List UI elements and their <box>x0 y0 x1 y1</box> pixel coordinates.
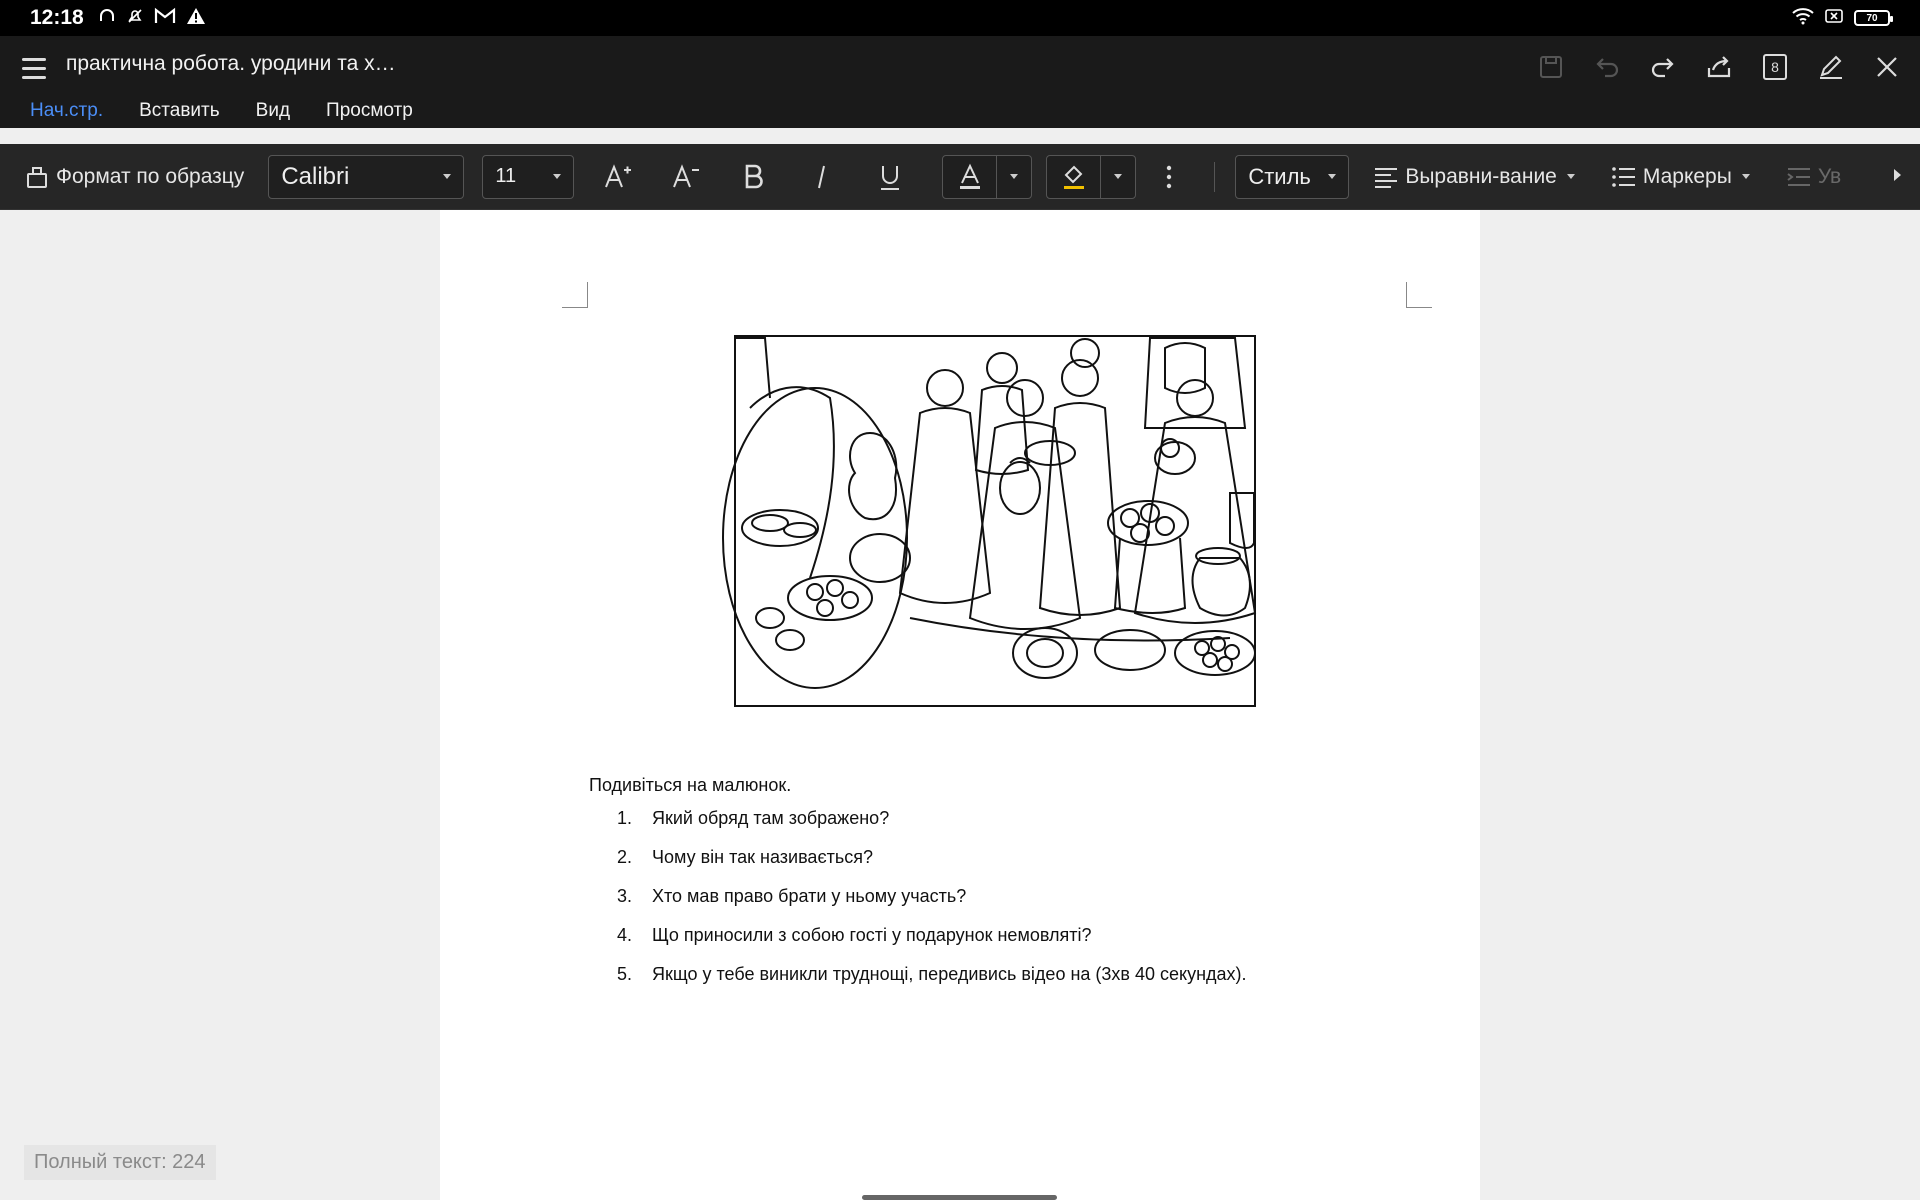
list-item-number: 1. <box>617 808 633 828</box>
list-item-text: Який обряд там зображено? <box>652 808 890 828</box>
font-color-button[interactable] <box>943 156 997 198</box>
list-item-text: Якщо у тебе виникли труднощі, передивись відео на (3хв 40 секундах). <box>652 964 1247 984</box>
align-label: Выравни-вание <box>1405 164 1557 188</box>
hamburger-menu-icon[interactable] <box>22 50 54 86</box>
tab-home[interactable]: Нач.стр. <box>30 100 104 121</box>
chevron-down-icon <box>1742 174 1750 179</box>
gesture-handle[interactable] <box>862 1195 1057 1200</box>
bullets-button[interactable] <box>1611 165 1750 189</box>
list-item-number: 5. <box>617 964 633 984</box>
indent-label: Ув <box>1817 164 1842 188</box>
font-color-icon <box>957 163 983 191</box>
undo-icon <box>1593 54 1621 80</box>
redo-icon <box>1649 54 1677 80</box>
intro-text: Подивіться на малюнок. <box>589 775 792 795</box>
highlight-dropdown[interactable] <box>1101 156 1135 198</box>
bold-button[interactable] <box>720 155 788 199</box>
align-left-icon <box>1373 165 1399 189</box>
document-title[interactable]: практична робота. уродини та х… <box>66 52 396 75</box>
list-item-text: Що приносили з собою гості у подарунок немовляті? <box>652 925 1092 945</box>
highlight-control <box>1046 155 1136 199</box>
list-item <box>617 847 1247 886</box>
increase-font-button[interactable] <box>584 155 652 199</box>
font-color-dropdown[interactable] <box>997 156 1031 198</box>
toolbar-divider <box>1214 162 1215 192</box>
document-page[interactable] <box>440 210 1480 1200</box>
gmail-icon <box>154 7 176 30</box>
save-button[interactable] <box>1528 44 1574 90</box>
font-color-control <box>942 155 1032 199</box>
chevron-down-icon <box>1328 174 1336 179</box>
share-icon <box>1705 54 1733 80</box>
bold-icon <box>742 163 766 191</box>
toolbar-scroll-right-icon[interactable] <box>1892 168 1902 187</box>
underline-button[interactable] <box>856 155 924 199</box>
italic-button[interactable] <box>788 155 856 199</box>
status-bar <box>0 0 1920 36</box>
warning-icon <box>186 7 206 30</box>
sim-icon <box>1824 7 1844 30</box>
pages-count-icon: 8 <box>1763 54 1787 80</box>
decrease-font-button[interactable] <box>652 155 720 199</box>
title-bar <box>0 36 1920 128</box>
chevron-down-icon <box>1567 174 1575 179</box>
font-shrink-icon <box>671 163 701 191</box>
indent-button[interactable] <box>1786 165 1841 189</box>
redo-button[interactable] <box>1640 44 1686 90</box>
status-time: 12:18 <box>30 6 84 29</box>
style-value: Стиль <box>1248 163 1311 189</box>
chevron-down-icon <box>1114 174 1122 179</box>
align-button[interactable] <box>1373 165 1575 189</box>
pages-button[interactable] <box>1752 44 1798 90</box>
word-count-badge[interactable]: Полный текст: 224 <box>24 1145 216 1180</box>
formatting-toolbar <box>0 144 1920 210</box>
chevron-down-icon <box>553 174 561 179</box>
edit-button[interactable] <box>1808 44 1854 90</box>
font-size-select[interactable] <box>482 155 574 199</box>
more-vertical-icon <box>1165 163 1173 191</box>
more-options-button[interactable] <box>1136 155 1202 199</box>
pencil-icon <box>1817 54 1845 80</box>
chevron-down-icon <box>443 174 451 179</box>
list-item <box>617 964 1247 1003</box>
underline-icon <box>878 163 902 191</box>
list-item-number: 2. <box>617 847 633 867</box>
tab-insert[interactable]: Вставить <box>139 100 220 121</box>
headphones-icon <box>98 7 116 30</box>
chevron-down-icon <box>1010 174 1018 179</box>
list-item <box>617 808 1247 847</box>
font-size-value: 11 <box>495 165 517 187</box>
format-painter-label: Формат по образцу <box>56 164 245 188</box>
tab-review[interactable]: Просмотр <box>326 100 413 121</box>
list-item-number: 4. <box>617 925 633 945</box>
list-item <box>617 886 1247 925</box>
list-item-text: Чому він так називається? <box>652 847 874 867</box>
font-family-select[interactable] <box>268 155 464 199</box>
undo-button[interactable] <box>1584 44 1630 90</box>
close-icon <box>1874 54 1900 80</box>
question-list <box>617 808 1247 1003</box>
battery-icon: 70 <box>1854 10 1890 26</box>
format-painter-icon <box>24 164 50 190</box>
list-item-text: Хто мав право брати у ньому участь? <box>652 886 967 906</box>
bullet-list-icon <box>1611 165 1637 189</box>
highlight-button[interactable] <box>1047 156 1101 198</box>
format-painter-button[interactable] <box>24 164 244 190</box>
christening-illustration <box>710 318 1265 710</box>
italic-icon <box>810 163 834 191</box>
font-grow-icon <box>603 163 633 191</box>
share-button[interactable] <box>1696 44 1742 90</box>
list-item <box>617 925 1247 964</box>
bell-off-icon <box>126 7 144 30</box>
bullets-label: Маркеры <box>1642 164 1732 188</box>
indent-icon <box>1786 165 1812 189</box>
margin-corner-mark <box>562 282 588 308</box>
save-icon <box>1538 54 1564 80</box>
close-button[interactable] <box>1864 44 1910 90</box>
list-item-number: 3. <box>617 886 633 906</box>
wifi-icon <box>1792 7 1814 30</box>
highlighter-icon <box>1061 163 1087 191</box>
margin-corner-mark <box>1406 282 1432 308</box>
style-select[interactable] <box>1235 155 1349 199</box>
tab-view[interactable]: Вид <box>255 100 291 121</box>
font-family-value: Calibri <box>281 162 350 190</box>
